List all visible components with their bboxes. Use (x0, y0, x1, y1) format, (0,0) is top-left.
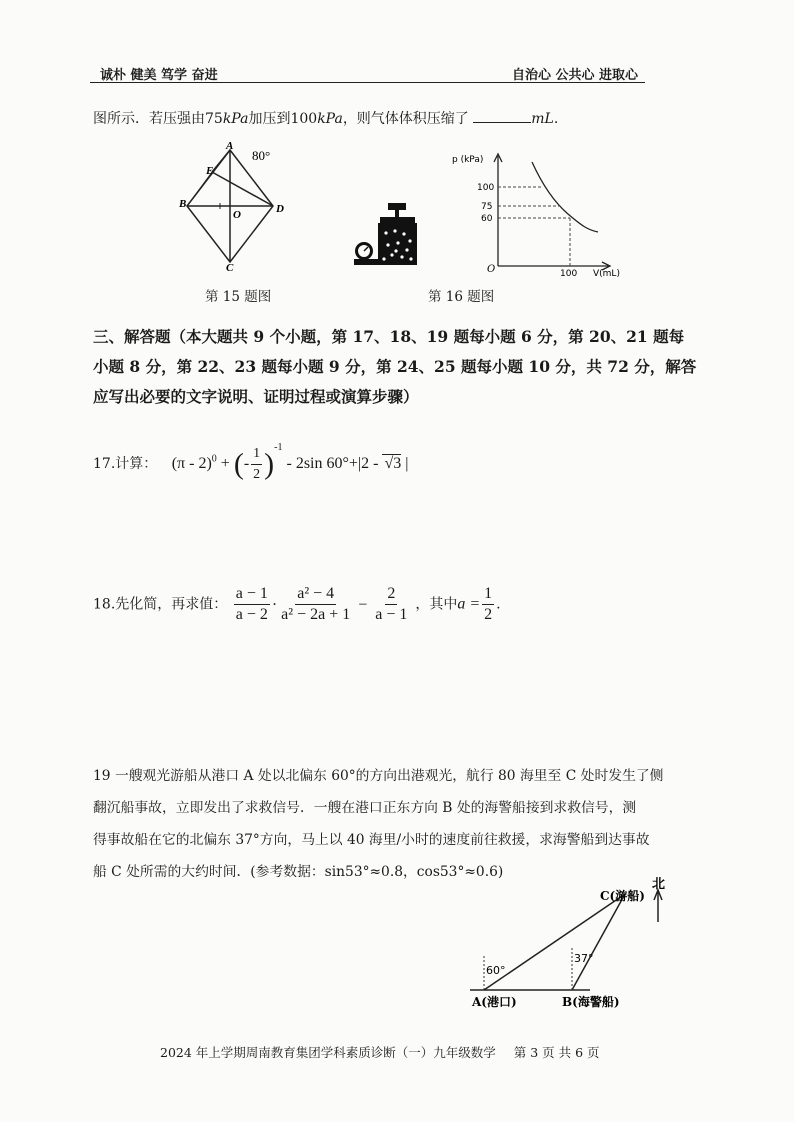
y-axis-label: p (kPa) (452, 155, 484, 165)
segment-eb (187, 172, 212, 206)
q16-text-b: 加压到 (248, 111, 291, 127)
question-17: 17.计算： (π - 2)$^0$ + (- $\frac{1}{2}$ )$^{-1}$ - 2sin 60°+|2 - √3 | (93, 428, 408, 485)
q17-frac-den: 2 (253, 466, 261, 482)
q18-minus: − (358, 595, 368, 613)
q18-frac3-den: a − 1 (375, 606, 408, 624)
question-18 (93, 584, 501, 625)
q17-plus: + (220, 455, 230, 472)
q17-expr-sin-part: - 2sin 60°+|2 - (286, 455, 379, 472)
segment-ed (212, 172, 273, 206)
label-c-cruise-ship: C(游船) (600, 889, 645, 903)
q18-frac1-den: a − 2 (235, 606, 268, 624)
label-O: O (233, 209, 241, 221)
gauge-base (354, 259, 380, 265)
section-3-instructions (93, 322, 696, 412)
q16-value-100: 100 (290, 111, 318, 127)
q17-expr-pi-minus-2: (π - 2) (171, 455, 212, 472)
piston-handle (388, 203, 406, 210)
q18-frac2-den: a² − 2a + 1 (281, 606, 351, 624)
section-3-line-3: 应写出必要的文字说明、证明过程或演算步骤） (93, 387, 419, 406)
header-rule (90, 82, 645, 83)
label-a-port: A(港口) (472, 995, 517, 1009)
angle-label-37: 37° (574, 952, 594, 965)
q18-value-num: 1 (482, 584, 494, 605)
q17-exponent-neg1: -1 (274, 442, 283, 453)
label-E: E (206, 165, 214, 177)
figure-19-navigation (460, 872, 680, 1017)
label-angle-80: 80° (252, 148, 271, 163)
label-C: C (226, 262, 234, 274)
piston-head (380, 217, 415, 224)
y-tick-60: 60 (481, 214, 493, 224)
q18-frac3-num: 2 (385, 584, 397, 605)
section-3-line-2: 小题 8 分，第 22、23 题每小题 9 分，第 24、25 题每小题 10 分，共 72 分，解答 (93, 357, 697, 376)
header-right-motto: 自治心 公共心 进取心 (512, 68, 639, 83)
q18-frac1-num: a − 1 (234, 584, 270, 605)
q16-continuation (93, 108, 558, 129)
header-left-motto: 诚朴 健美 笃学 奋进 (100, 68, 218, 83)
q16-end: . (553, 111, 559, 127)
q18-value-den: 2 (484, 606, 493, 623)
q18-frac2-num: a² − 4 (295, 584, 336, 605)
north-label: 北 (652, 877, 666, 892)
q16-text-a: 图所示．若压强由 (93, 111, 205, 127)
q18-where: ，其中 (415, 596, 458, 613)
q16-unit-ml: mL (531, 111, 554, 127)
q19-line-3: 得事故船在它的北偏东 37°方向，马上以 40 海里/小时的速度前往救援，求海警船到达事故 (93, 832, 650, 848)
footer-page-number: 第 3 页 共 6 页 (513, 1045, 600, 1060)
q17-negative-sign: - (243, 455, 250, 472)
footer (160, 1043, 600, 1061)
x-tick-100: 100 (560, 269, 578, 279)
segment-ae (212, 150, 230, 172)
label-b-coast-guard: B(海警船) (562, 995, 620, 1009)
figure-16-pv-graph (450, 140, 630, 280)
footer-title: 2024 年上学期周南教育集团学科素质诊断（一）九年级数学 (160, 1045, 496, 1060)
q17-prefix: 17.计算： (93, 456, 158, 472)
label-D: D (276, 203, 284, 215)
origin-label: O (487, 264, 496, 275)
q17-exponent-0: 0 (211, 453, 217, 465)
label-A: A (226, 140, 234, 152)
q18-end: . (496, 596, 501, 613)
y-tick-75: 75 (481, 202, 493, 212)
q18-multiply-dot: · (271, 595, 278, 613)
line-bc (572, 894, 625, 990)
q18-variable: a = (457, 595, 481, 613)
q17-frac-num: 1 (251, 444, 262, 465)
x-axis-label: V(mL) (593, 269, 620, 279)
section-3-line-1: 三、解答题（本大题共 9 个小题，第 17、18、19 题每小题 6 分，第 20、21 题每 (93, 327, 685, 346)
piston-rod (395, 209, 399, 218)
question-19 (93, 760, 663, 888)
isotherm-curve (532, 162, 598, 232)
label-B: B (179, 198, 187, 210)
q18-prefix: 18.先化简，再求值： (93, 596, 228, 613)
y-tick-100: 100 (477, 183, 495, 193)
q16-unit-kpa-2: kPa (317, 111, 343, 127)
q16-value-75: 75 (205, 111, 223, 127)
figure-15-rhombus (170, 140, 310, 275)
q17-abs-close: | (405, 455, 409, 472)
q19-line-2: 翻沉船事故，立即发出了求救信号．一艘在港口正东方向 B 处的海警船接到求救信号，测 (93, 800, 637, 816)
q17-sqrt-3: 3 (393, 455, 402, 472)
answer-blank (473, 108, 531, 123)
figure-15-caption: 第 15 题图 (205, 289, 272, 305)
q19-line-4: 船 C 处所需的大约时间．(参考数据：sin53°≈0.8，cos53°≈0.6) (93, 864, 504, 880)
q19-line-1: 19 一艘观光游船从港口 A 处以北偏东 60°的方向出港观光，航行 80 海里至 C 处时发生了侧 (93, 768, 664, 784)
q16-unit-kpa-1: kPa (222, 111, 249, 127)
figure-16-caption: 第 16 题图 (428, 289, 495, 305)
gas-cylinder-illustration (350, 195, 425, 270)
q16-text-c: ，则气体体积压缩了 (342, 111, 469, 127)
angle-label-60: 60° (486, 964, 506, 977)
